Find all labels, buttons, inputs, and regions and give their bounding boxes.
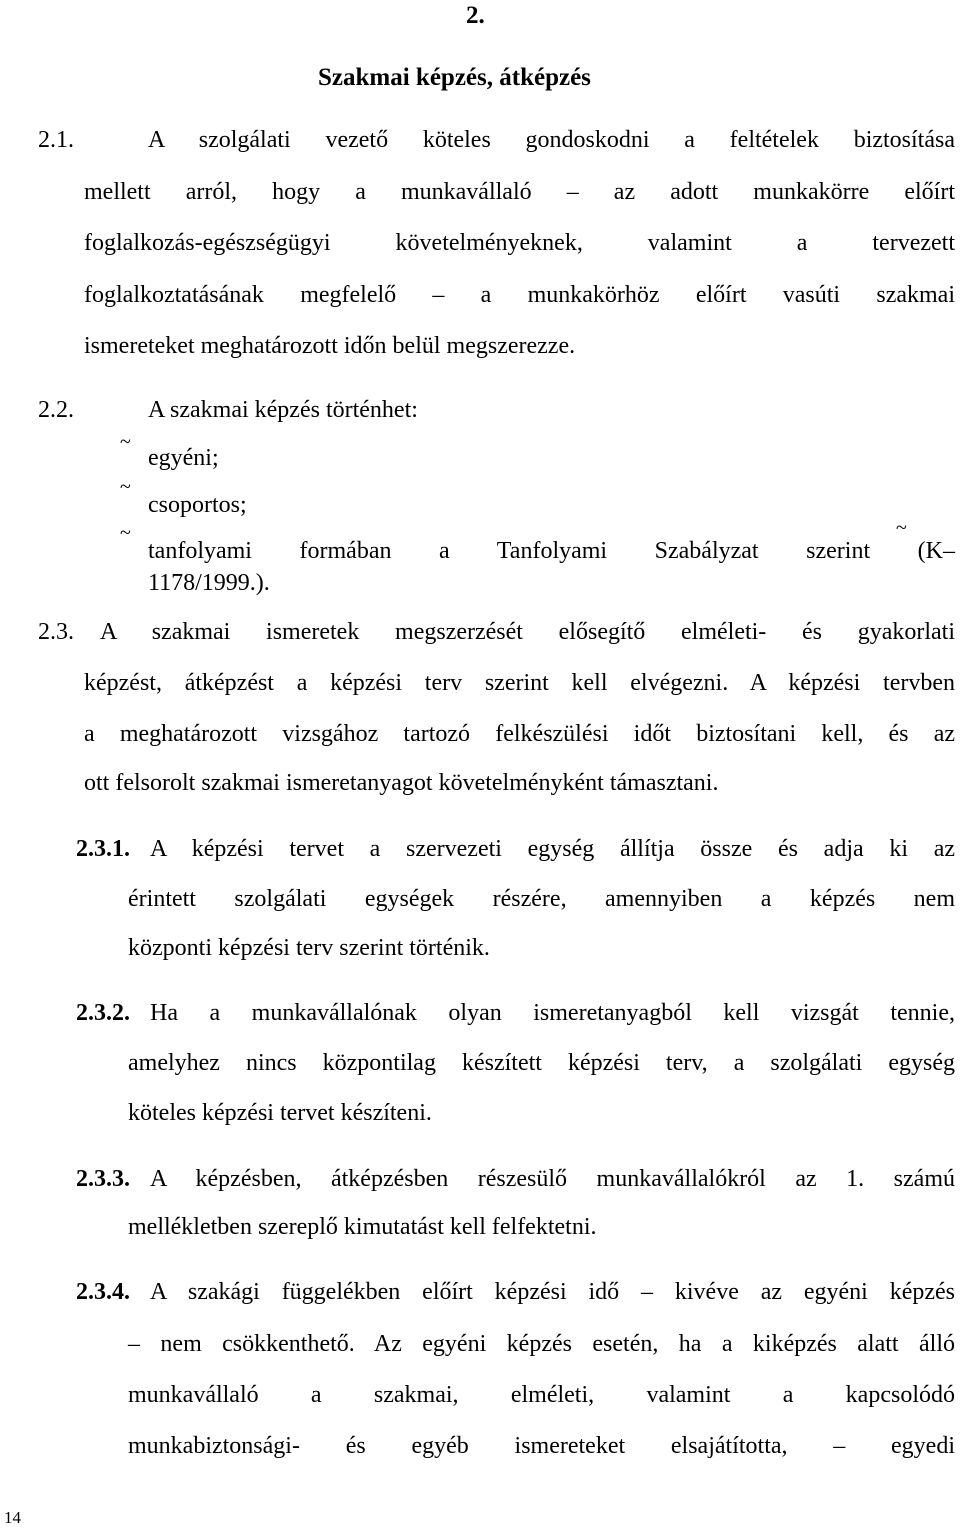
paragraph-line: foglalkoztatásának megfelelő – a munkakörhöz előírt vasúti szakmai <box>84 282 955 308</box>
section-number: 2.3. <box>38 619 74 645</box>
paragraph-line: köteles képzési tervet készíteni. <box>128 1100 432 1126</box>
chapter-number: 2. <box>466 2 485 29</box>
tilde-bullet-icon: ~ <box>120 476 131 498</box>
paragraph-line: A szakági függelékben előírt képzési idő – kivéve az egyéni képzés <box>150 1279 955 1305</box>
list-item: csoportos; <box>148 492 247 518</box>
paragraph-line: foglalkozás-egészségügyi követelményeknek, valamint a tervezett <box>84 230 955 256</box>
paragraph-line: munkavállaló a szakmai, elméleti, valamint a kapcsolódó <box>128 1382 955 1408</box>
paragraph-line: mellett arról, hogy a munkavállaló – az adott munkakörre előírt <box>84 179 955 205</box>
paragraph-line: ott felsorolt szakmai ismeretanyagot követelményként támasztani. <box>84 770 719 796</box>
list-item: egyéni; <box>148 445 219 471</box>
paragraph-line: a meghatározott vizsgához tartozó felkészülési időt biztosítani kell, és az <box>84 721 955 747</box>
section-number: 2.2. <box>38 397 74 423</box>
chapter-title: Szakmai képzés, átképzés <box>318 64 591 91</box>
tilde-bullet-icon: ~ <box>120 522 131 544</box>
section-number: 2.3.1. <box>76 836 130 862</box>
paragraph-line: A szakmai ismeretek megszerzését elősegítő elméleti- és gyakorlati <box>100 619 955 645</box>
paragraph-line: – nem csökkenthető. Az egyéni képzés esetén, ha a kiképzés alatt álló <box>128 1331 955 1357</box>
paragraph-line: érintett szolgálati egységek részére, amennyiben a képzés nem <box>128 886 955 912</box>
paragraph-line: A képzési tervet a szervezeti egység állítja össze és adja ki az <box>150 836 955 862</box>
paragraph-line: amelyhez nincs központilag készített képzési terv, a szolgálati egység <box>128 1050 955 1076</box>
section-number: 2.3.2. <box>76 1000 130 1026</box>
list-item-continuation: 1178/1999.). <box>148 570 270 596</box>
paragraph-line: A szolgálati vezető köteles gondoskodni a feltételek biztosítása <box>148 127 955 153</box>
paragraph-line: ismereteket meghatározott időn belül megszerezze. <box>84 333 576 359</box>
section-number: 2.3.4. <box>76 1279 130 1305</box>
list-intro: A szakmai képzés történhet: <box>148 397 418 423</box>
paragraph-line: képzést, átképzést a képzési terv szerint kell elvégezni. A képzési tervben <box>84 670 955 696</box>
section-number: 2.3.3. <box>76 1166 130 1192</box>
page-number: 14 <box>4 1508 21 1527</box>
paragraph-line: központi képzési terv szerint történik. <box>128 935 490 961</box>
paragraph-line: Ha a munkavállalónak olyan ismeretanyagból kell vizsgát tennie, <box>150 1000 955 1026</box>
section-number: 2.1. <box>38 127 74 153</box>
list-item: tanfolyami formában a Tanfolyami Szabályzat szerint (K– <box>148 538 955 564</box>
paragraph-line: A képzésben, átképzésben részesülő munkavállalókról az 1. számú <box>150 1166 955 1192</box>
tilde-bullet-icon: ~ <box>120 431 131 453</box>
paragraph-line: mellékletben szereplő kimutatást kell felfektetni. <box>128 1214 597 1240</box>
tilde-bullet-icon: ~ <box>896 517 907 539</box>
paragraph-line: munkabiztonsági- és egyéb ismereteket elsajátította, – egyedi <box>128 1433 955 1459</box>
